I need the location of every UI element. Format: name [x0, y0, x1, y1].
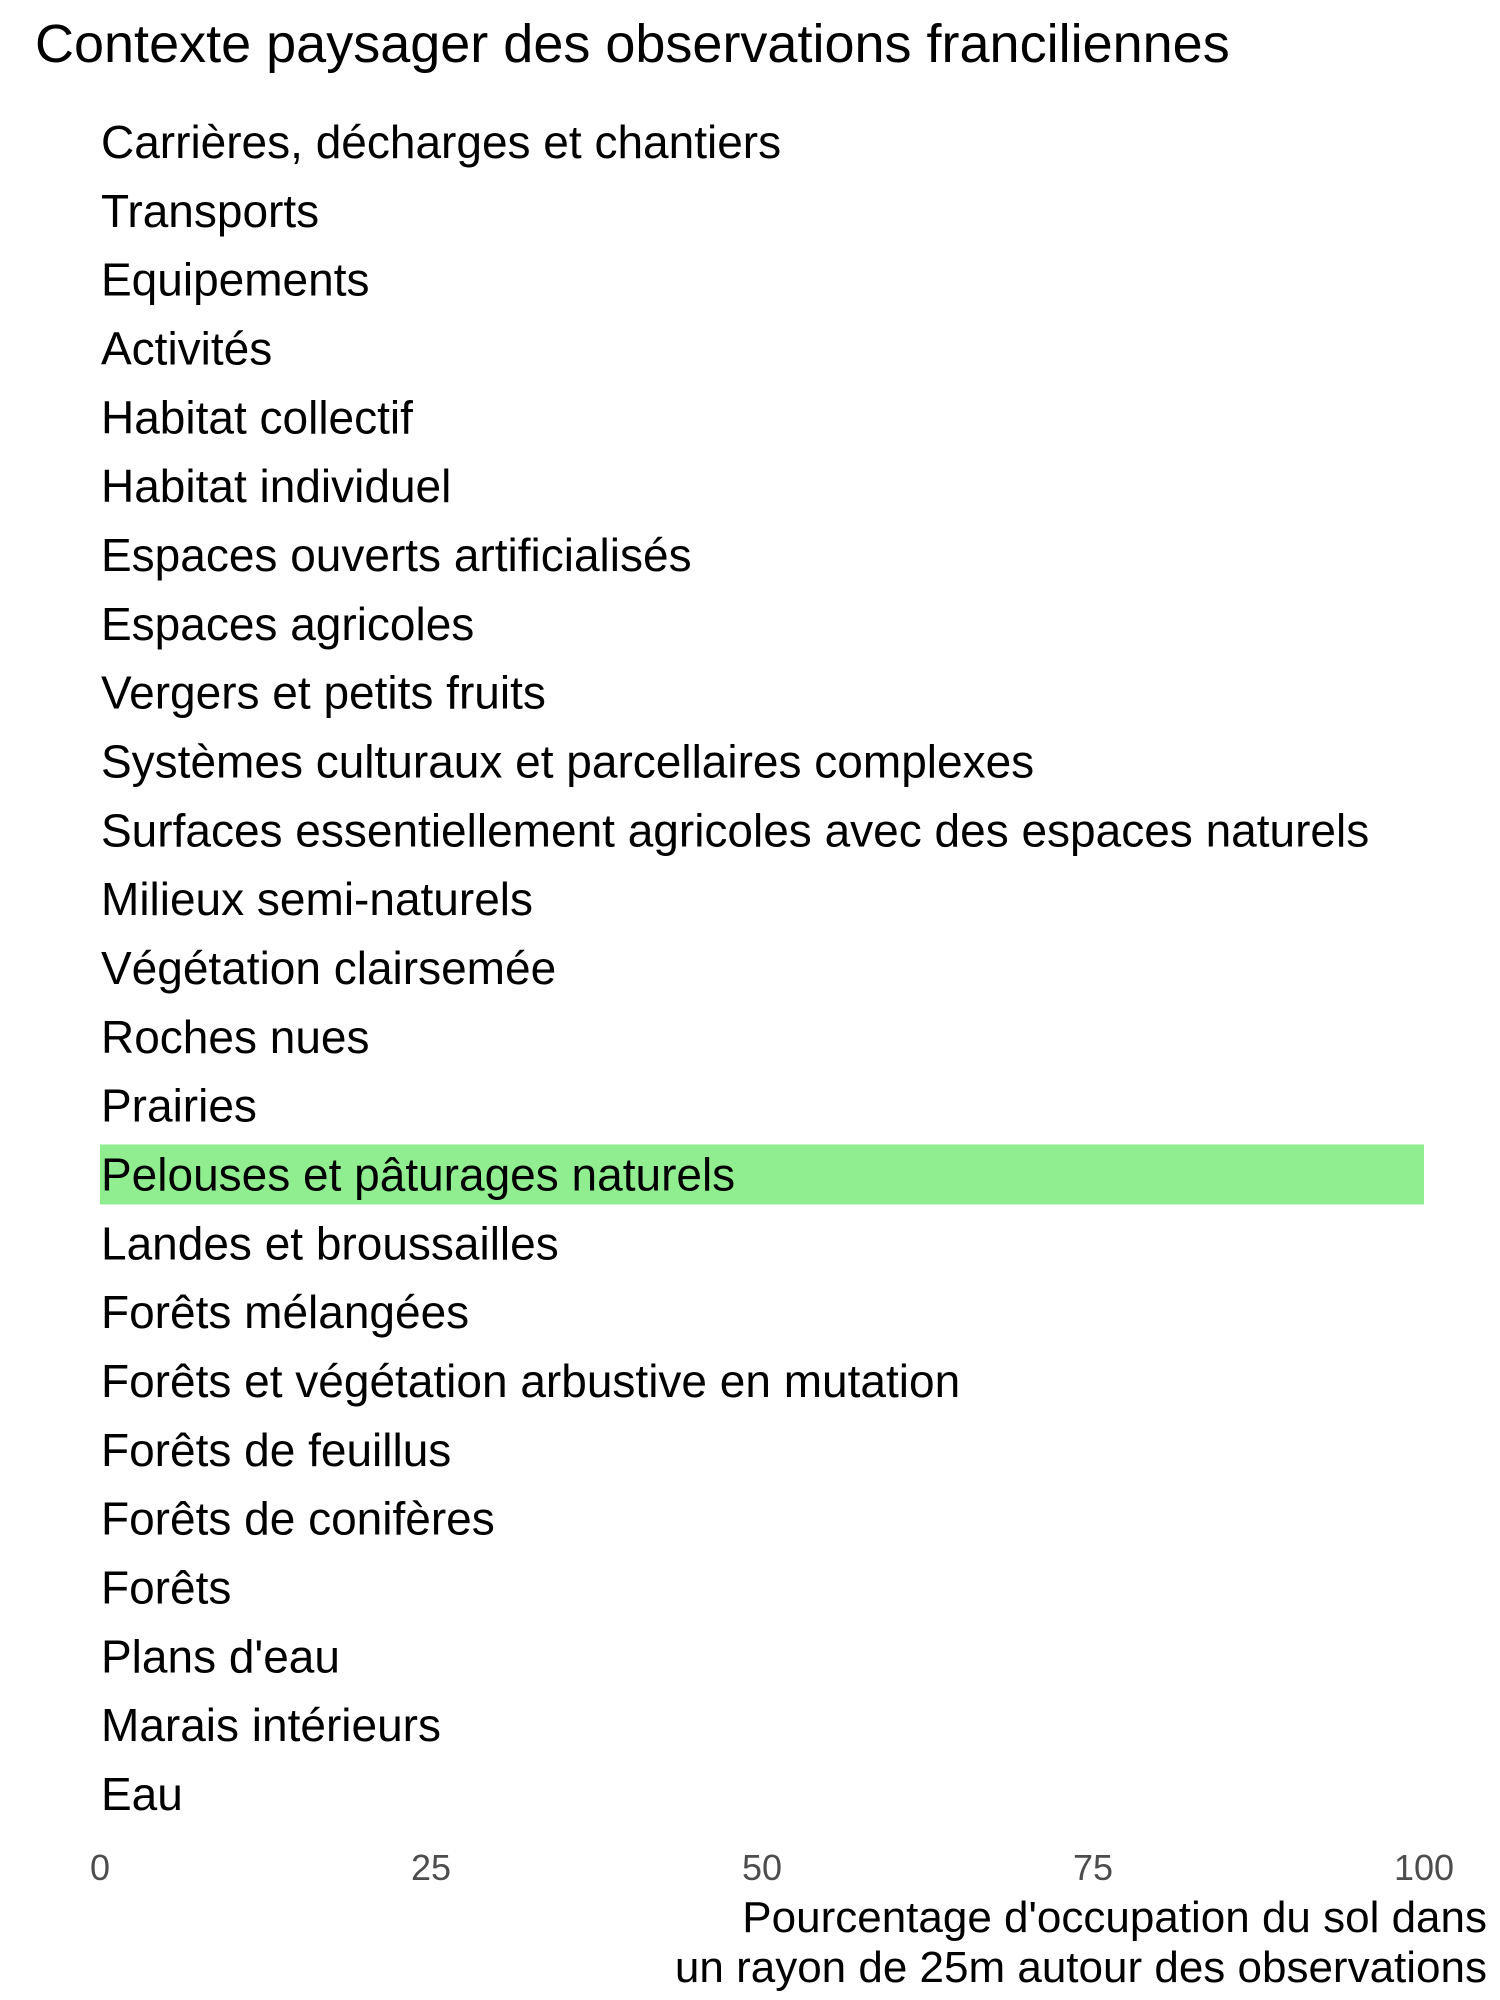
x-tick-label-0: 0: [89, 1847, 111, 1888]
category-label-23: Marais intérieurs: [101, 1699, 441, 1752]
x-tick-label-3: 75: [1072, 1847, 1114, 1888]
category-label-13: Roches nues: [101, 1010, 370, 1063]
x-axis-title-line-2: un rayon de 25m autour des observations: [674, 1943, 1487, 1992]
x-axis-title-line-1: Pourcentage d'occupation du sol dans: [742, 1893, 1487, 1942]
category-labels: [101, 116, 1369, 1820]
category-label-10: Surfaces essentiellement agricoles avec des espaces naturels: [101, 804, 1370, 857]
category-label-22: Plans d'eau: [101, 1630, 340, 1683]
category-label-24: Eau: [101, 1767, 183, 1820]
x-axis-ticks: [90, 1847, 1454, 1888]
category-label-20: Forêts de conifères: [101, 1492, 495, 1545]
category-label-11: Milieux semi-naturels: [101, 873, 534, 926]
category-label-8: Vergers et petits fruits: [101, 666, 546, 719]
category-label-7: Espaces agricoles: [101, 597, 475, 650]
category-label-14: Prairies: [101, 1079, 257, 1132]
category-label-12: Végétation clairsemée: [101, 941, 557, 994]
category-label-0: Carrières, décharges et chantiers: [101, 116, 782, 168]
category-label-21: Forêts: [101, 1561, 232, 1614]
chart-title: Contexte paysager des observations franciliennes: [35, 14, 1230, 74]
category-label-9: Systèmes culturaux et parcellaires complexes: [101, 735, 1035, 788]
category-label-1: Transports: [101, 184, 320, 237]
x-tick-label-2: 50: [741, 1847, 783, 1888]
category-label-3: Activités: [101, 322, 273, 375]
category-label-18: Forêts et végétation arbustive en mutation: [101, 1354, 961, 1407]
category-label-5: Habitat individuel: [101, 460, 452, 513]
category-label-2: Equipements: [101, 253, 370, 306]
category-label-16: Landes et broussailles: [101, 1217, 559, 1270]
category-label-4: Habitat collectif: [101, 391, 413, 444]
x-tick-label-1: 25: [410, 1847, 452, 1888]
category-label-6: Espaces ouverts artificialisés: [101, 528, 692, 581]
x-tick-label-4: 100: [1393, 1847, 1455, 1888]
category-label-19: Forêts de feuillus: [101, 1423, 452, 1476]
category-label-15: Pelouses et pâturages naturels: [101, 1148, 736, 1201]
category-label-17: Forêts mélangées: [101, 1286, 470, 1339]
